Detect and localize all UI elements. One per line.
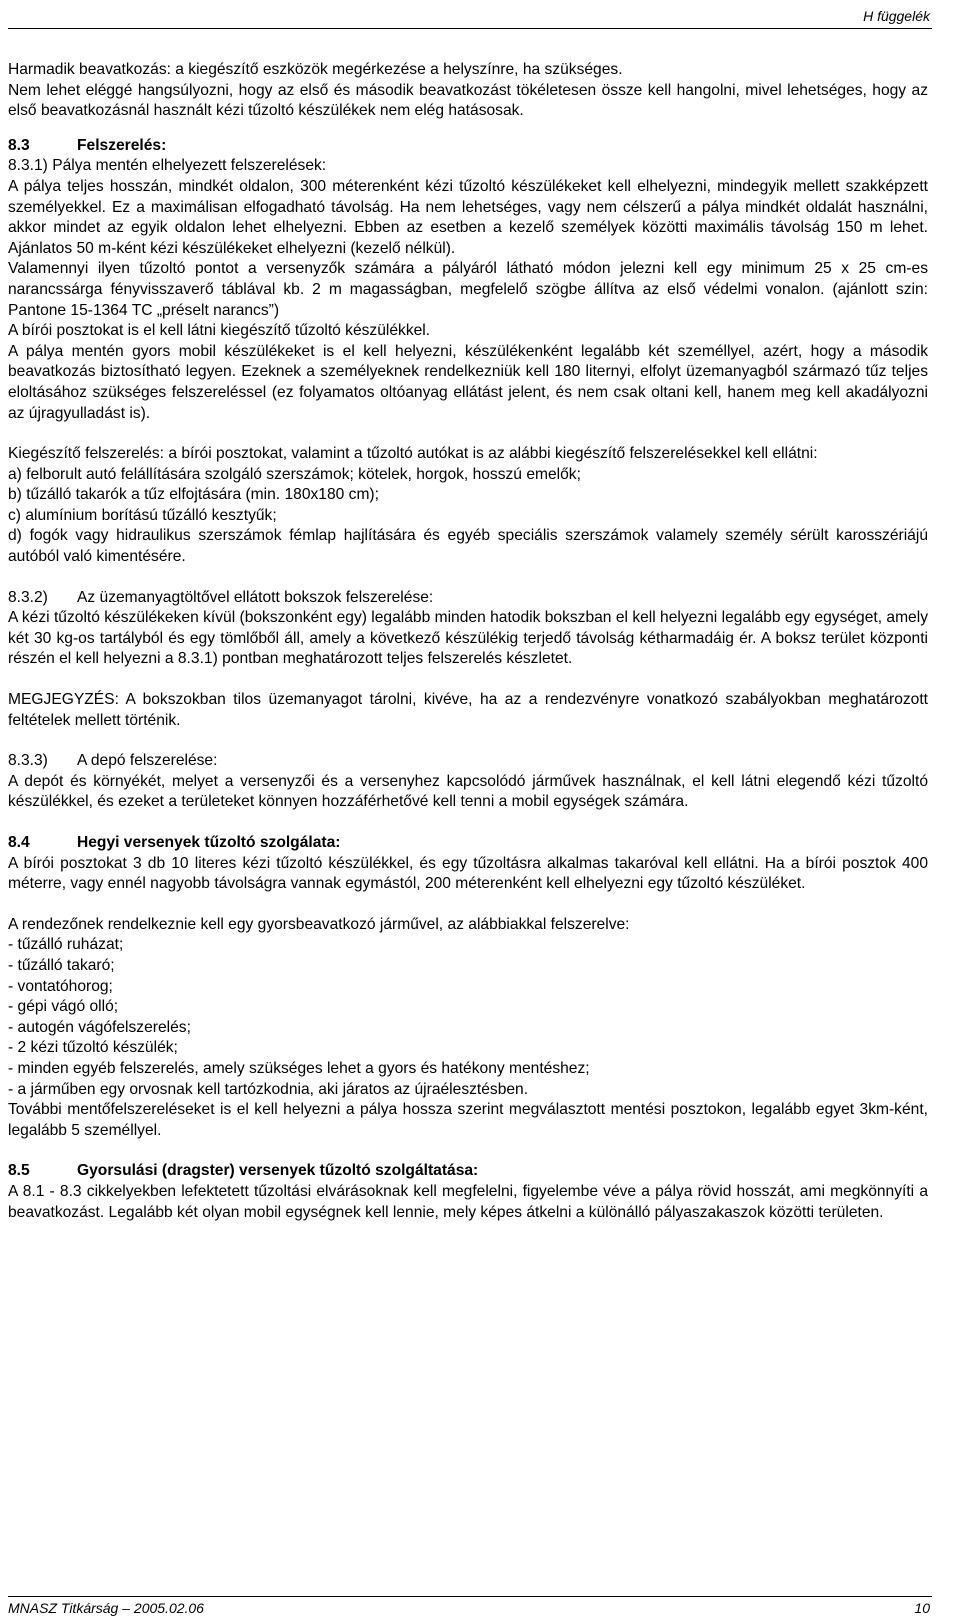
- footer-rule: [8, 1596, 932, 1597]
- note-paragraph: MEGJEGYZÉS: A bokszokban tilos üzemanyagot tárolni, kivéve, ha az a rendezvényre vonatkozó szabályokban meghatározott feltételek mellett történik.: [8, 691, 928, 729]
- subsection-number: 8.3.1): [8, 157, 48, 175]
- subsection-title: Pálya mentén elhelyezett felszerelések:: [52, 157, 327, 175]
- intro-paragraph: Nem lehet eléggé hangsúlyozni, hogy az első és második beavatkozást tökéletesen össze kell hangolni, mivel lehetséges, hogy az első beavatkozásnál használt kézi tűzoltó készülékek nem elég hatásosak.: [8, 81, 928, 120]
- paragraph: Valamennyi ilyen tűzoltó pontot a versenyzők számára a pályáról látható módon jelezni kell egy minimum 25 x 25 cm-es narancssárga fényvisszaverő táblával kb. 2 m magasságban, megfelelő szögbe állítva az első védelmi vonalon. (ajánlott szin: Pantone 15-1364 TC „préselt narancs”): [8, 260, 928, 319]
- list-item: c) alumínium borítású tűzálló kesztyűk;: [8, 506, 277, 524]
- paragraph: A pálya teljes hosszán, mindkét oldalon, 300 méterenként kézi tűzoltó készülékeket kell elhelyezni, mindegyik mellett szakképzett személyekkel. Ez a maximálisan elfogadható távolság. Ha nem lehetséges, vagy nem célszerű a pálya mindkét oldalát használni, akkor mindet az egyik oldalon lehet elhelyezni. Ebben az esetben a kezelő személyek közötti maximális távolság 150 m lehet. Ajánlatos 50 m-ként kézi készülékeket elhelyezni (kezelő nélkül).: [8, 177, 928, 257]
- subsection-8-3-3-heading: [8, 751, 928, 772]
- page-number: 10: [914, 1600, 930, 1616]
- subsection-8-3-1-heading: [8, 156, 928, 177]
- paragraph: A bírói posztokat is el kell látni kiegészítő tűzoltó készülékkel.: [8, 322, 431, 340]
- section-8-3-heading: [8, 136, 928, 157]
- section-8-4-heading: [8, 833, 928, 854]
- paragraph: A 8.1 - 8.3 cikkelyekben lefektetett tűzoltási elvárásoknak kell megfelelni, figyelembe véve a pálya rövid hosszát, ami megkönnyíti a beavatkozást. Legalább két olyan mobil egységnek kell lennie, mely képes átkelni a különálló pályaszakaszok közötti területen.: [8, 1182, 928, 1221]
- subsection-8-3-2-heading: [8, 588, 928, 609]
- list-item: - tűzálló ruházat;: [8, 936, 124, 954]
- subsection-title: Az üzemanyagtöltővel ellátott bokszok felszerelése:: [77, 588, 434, 606]
- subsection-number: 8.3.3): [8, 752, 48, 770]
- list-item: - tűzálló takaró;: [8, 956, 115, 974]
- paragraph: A bírói posztokat 3 db 10 literes kézi tűzoltó készülékkel, és egy tűzoltásra alkalmas takaróval kell ellátni. Ha a bírói posztok 400 méterre, vagy ennél nagyobb távolságra vannak egymástól, 200 méterenként kell elhelyezni egy tűzoltó készüléket.: [8, 854, 928, 893]
- section-number: 8.3: [8, 136, 30, 154]
- list-item: - autogén vágófelszerelés;: [8, 1018, 191, 1036]
- list-item: - 2 kézi tűzoltó készülék;: [8, 1039, 178, 1057]
- footer-organization-date: MNASZ Titkárság – 2005.02.06: [8, 1600, 204, 1616]
- document-body: [8, 60, 928, 1223]
- list-item: - gépi vágó olló;: [8, 998, 119, 1016]
- header-rule: [8, 28, 932, 29]
- subsection-number: 8.3.2): [8, 588, 48, 606]
- vehicle-list-intro: A rendezőnek rendelkeznie kell egy gyorsbeavatkozó járművel, az alábbiakkal felszerelve:: [8, 915, 630, 933]
- section-8-5-heading: [8, 1161, 928, 1182]
- section-title: Hegyi versenyek tűzoltó szolgálata:: [77, 834, 341, 851]
- paragraph: További mentőfelszereléseket is el kell helyezni a pálya hossza szerint megválasztott mentési posztokon, legalább egyet 3km-ként, legalább 5 személlyel.: [8, 1101, 928, 1139]
- intro-line-1: Harmadik beavatkozás: a kiegészítő eszközök megérkezése a helyszínre, ha szükséges.: [8, 61, 623, 78]
- list-item: - a járműben egy orvosnak kell tartózkodnia, aki járatos az újraélesztésben.: [8, 1080, 529, 1098]
- section-title: Gyorsulási (dragster) versenyek tűzoltó szolgáltatása:: [77, 1162, 479, 1180]
- paragraph: A kézi tűzoltó készülékeken kívül (bokszonként egy) legalább minden hatodik bokszban el kell helyezni legalább egy egységet, amely két 30 kg-os tartályból és egy tömlőből áll, amely a következő készülékig terjedő távolság kétharmadáig ér. A boksz terület központi részén el kell helyezni a 8.3.1) pontban meghatározott teljes felszerelés készletet.: [8, 609, 928, 668]
- list-item: d) fogók vagy hidraulikus szerszámok fémlap hajlítására és egyéb speciális szerszámok valamely személy sérült karosszériájú autóból való kimentésére.: [8, 527, 928, 566]
- subsection-title: A depó felszerelése:: [77, 752, 218, 770]
- section-number: 8.5: [8, 1162, 30, 1180]
- list-item: b) tűzálló takarók a tűz elfojtására (min. 180x180 cm);: [8, 486, 379, 504]
- list-item: a) felborult autó felállítására szolgáló szerszámok; kötelek, horgok, hosszú emelők;: [8, 465, 581, 483]
- supplementary-equipment-intro: Kiegészítő felszerelés: a bírói posztokat, valamint a tűzoltó autókat is az alábbi kiegészítő felszerelésekkel kell ellátni:: [8, 445, 818, 463]
- paragraph: A pálya mentén gyors mobil készülékeket is el kell helyezni, készülékenként legalább két személlyel, azért, hogy a második beavatkozás biztosítható legyen. Ezeknek a személyeknek rendelkezniük kell 180 liternyi, elfolyt üzemanyagból származó tűz teljes eloltásához szükséges felszereléssel (ez folyamatos oltóanyag ellátást jelent, és nem csak oltani kell, hanem meg kell akadályozni az újragyulladást is).: [8, 342, 928, 422]
- section-number: 8.4: [8, 834, 30, 851]
- page-header-title: H függelék: [863, 8, 930, 24]
- section-title: Felszerelés:: [77, 136, 167, 154]
- list-item: - vontatóhorog;: [8, 977, 113, 995]
- list-item: - minden egyéb felszerelés, amely szükséges lehet a gyors és hatékony mentéshez;: [8, 1059, 590, 1077]
- paragraph: A depót és környékét, melyet a versenyzői és a versenyhez kapcsolódó járművek használnak, el kell látni elegendő kézi tűzoltó készülékkel, és ezeket a területeket könnyen hozzáférhetővé kell tenni a mobil egységek számára.: [8, 772, 928, 811]
